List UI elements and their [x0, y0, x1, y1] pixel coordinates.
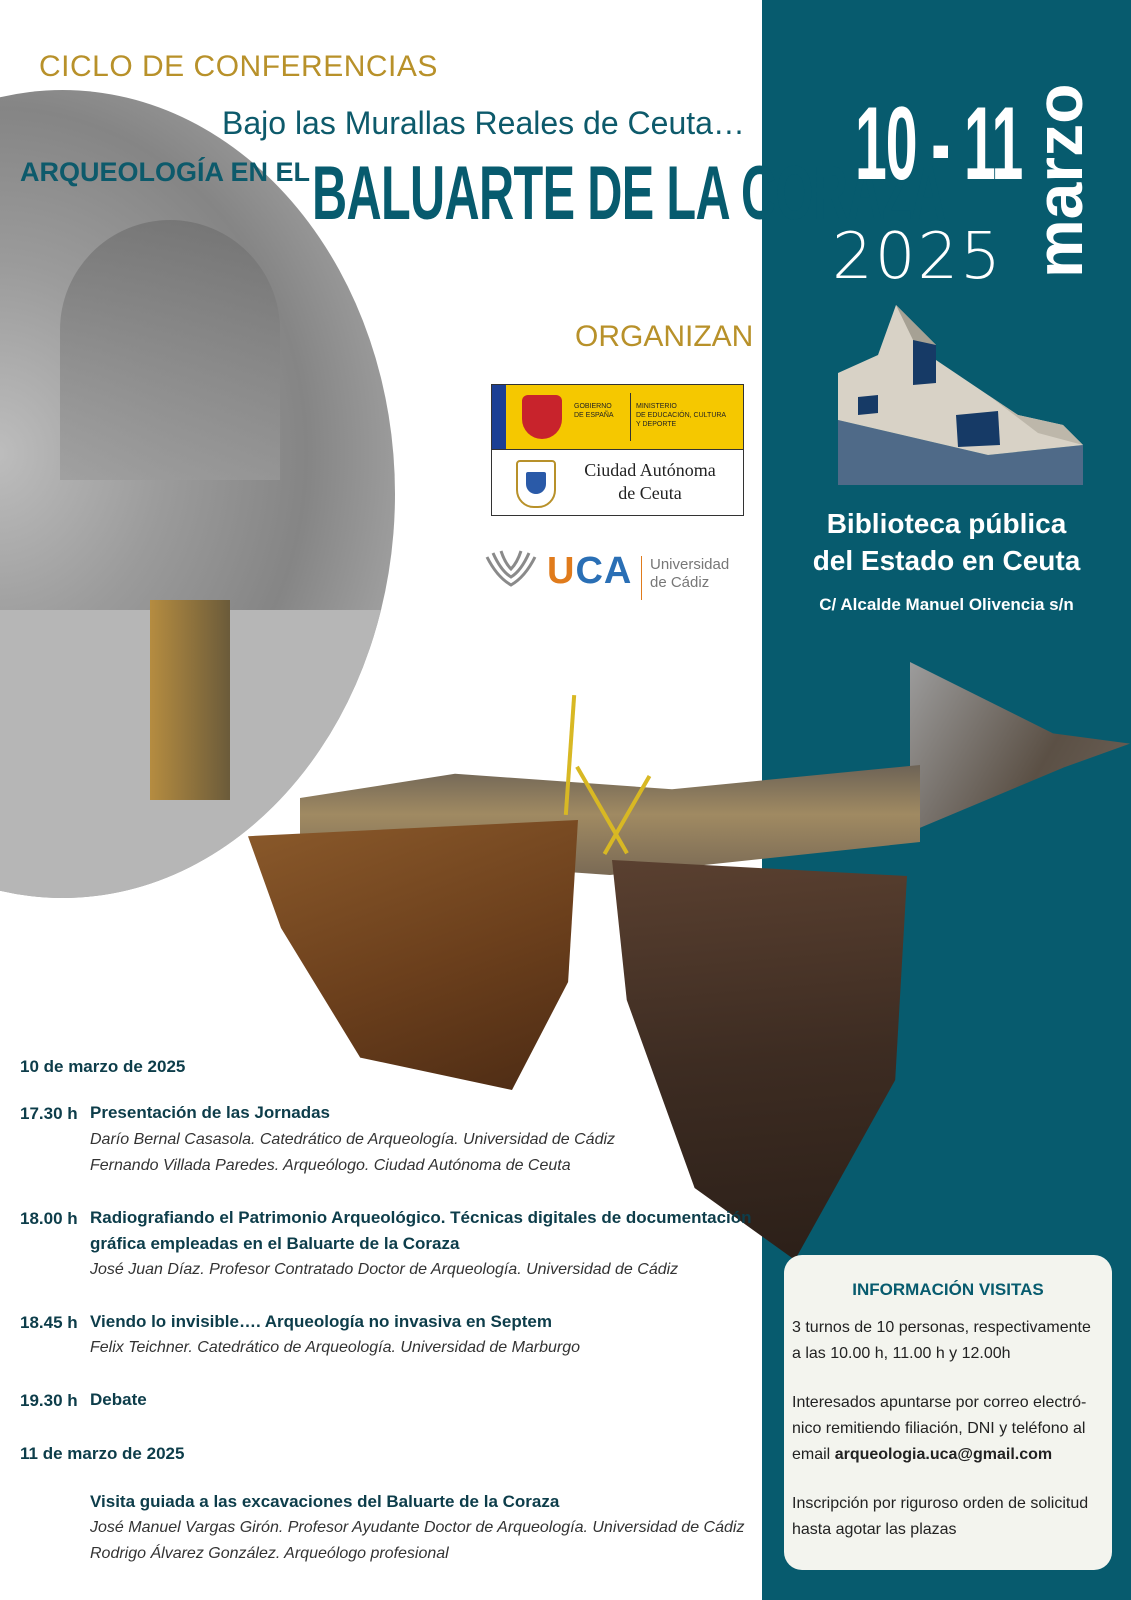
main-title: BALUARTE DE LA CORAZA [312, 151, 946, 236]
visit-info-registration [792, 1390, 1108, 1468]
registration-line-3 [792, 1442, 1108, 1468]
uca-letter-u: U [547, 550, 576, 592]
uca-letters-ca: CA [575, 550, 633, 592]
organizer-logos [491, 384, 744, 516]
registration-line-1: Interesados apuntarse por correo electró- [792, 1394, 1087, 1411]
event-year: 2025 [832, 220, 1003, 294]
session-2-speaker-1: José Juan Díaz. Profesor Contratado Doctor de Arqueología. Universidad de Cádiz [90, 1261, 679, 1278]
spain-coat-of-arms-icon [522, 395, 562, 439]
session-3-speaker-1: Felix Teichner. Catedrático de Arqueología. Universidad de Marburgo [90, 1339, 581, 1356]
uca-emblem-icon [483, 547, 539, 589]
uca-name-line-2: de Cádiz [650, 574, 710, 591]
session-1-speaker-2: Fernando Villada Paredes. Arqueólogo. Ciudad Autónoma de Ceuta [90, 1157, 571, 1174]
ministerio-line-2: DE EDUCACIÓN, CULTURA [636, 412, 727, 419]
session-5-title: Visita guiada a las excavaciones del Baluarte de la Coraza [90, 1492, 560, 1511]
logo-divider [630, 393, 631, 441]
ministerio-text [636, 402, 741, 429]
session-5-speaker-2: Rodrigo Álvarez González. Arqueólogo profesional [90, 1545, 449, 1562]
venue-name [762, 505, 1131, 579]
ministerio-line-3: Y DEPORTE [636, 421, 677, 428]
wall-section-photo [150, 600, 230, 800]
session-2-title-line-1: Radiografiando el Patrimonio Arqueológico. Técnicas digitales de documentación [90, 1208, 752, 1227]
session-1-time: 17.30 h [20, 1104, 78, 1123]
day-2-heading: 11 de marzo de 2025 [20, 1444, 185, 1463]
gobierno-line-1: GOBIERNO [574, 403, 612, 410]
uca-divider [641, 556, 642, 600]
ceuta-logo-text [570, 459, 730, 505]
visit-info-order [792, 1491, 1108, 1543]
turns-line-1: 3 turnos de 10 personas, respectivamente [792, 1319, 1091, 1336]
order-line-1: Inscripción por riguroso orden de solicitud [792, 1495, 1089, 1512]
session-2-time: 18.00 h [20, 1209, 78, 1228]
organizers-label: ORGANIZAN [575, 320, 754, 353]
gobierno-text [574, 402, 629, 420]
session-5-speaker-1: José Manuel Vargas Girón. Profesor Ayudante Doctor de Arqueología. Universidad de Cádiz [90, 1519, 745, 1536]
order-line-2: hasta agotar las plazas [792, 1521, 957, 1538]
event-month: marzo [1022, 83, 1096, 278]
uca-name-line-1: Universidad [650, 556, 730, 573]
registration-line-2: nico remitiendo filiación, DNI y teléfono al [792, 1420, 1086, 1437]
session-2-title-line-2: gráfica empleadas en el Baluarte de la Coraza [90, 1234, 460, 1253]
vault-arch [60, 220, 280, 480]
uca-wordmark [547, 550, 632, 593]
session-1-speaker-1: Darío Bernal Casasola. Catedrático de Arqueología. Universidad de Cádiz [90, 1131, 616, 1148]
session-3-time: 18.45 h [20, 1313, 78, 1332]
excavation-left-section [248, 820, 578, 1090]
visit-info-box [784, 1255, 1112, 1570]
session-4-title: Debate [90, 1390, 147, 1409]
contact-email[interactable]: arqueologia.uca@gmail.com [834, 1446, 1053, 1463]
visit-info-turns [792, 1315, 1108, 1367]
gobierno-logo [492, 385, 743, 450]
series-title: CICLO DE CONFERENCIAS [39, 50, 438, 83]
subtitle: Bajo las Murallas Reales de Ceuta… [222, 105, 745, 141]
venue-line-2: del Estado en Ceuta [812, 545, 1081, 576]
venue-address: C/ Alcalde Manuel Olivencia s/n [819, 595, 1074, 614]
uca-name [650, 556, 729, 592]
library-building-icon [838, 305, 1088, 485]
event-days: 10 - 11 [855, 86, 1023, 202]
eu-flag-icon [492, 385, 506, 449]
gobierno-line-2: DE ESPAÑA [574, 412, 614, 419]
session-1-title: Presentación de las Jornadas [90, 1103, 330, 1122]
title-prefix: ARQUEOLOGÍA EN EL [20, 157, 311, 187]
visit-info-title: INFORMACIÓN VISITAS [852, 1280, 1044, 1299]
turns-line-2: a las 10.00 h, 11.00 h y 12.00h [792, 1345, 1011, 1362]
ceuta-shield-icon [516, 460, 556, 508]
email-label: email [792, 1446, 835, 1463]
ceuta-line-2: de Ceuta [618, 483, 682, 503]
session-4-time: 19.30 h [20, 1391, 78, 1410]
venue-line-1: Biblioteca pública [826, 508, 1067, 539]
ministerio-line-1: MINISTERIO [636, 403, 677, 410]
ceuta-line-1: Ciudad Autónoma [584, 460, 716, 480]
session-3-title: Viendo lo invisible…. Arqueología no invasiva en Septem [90, 1312, 552, 1331]
day-1-heading: 10 de marzo de 2025 [20, 1057, 186, 1076]
